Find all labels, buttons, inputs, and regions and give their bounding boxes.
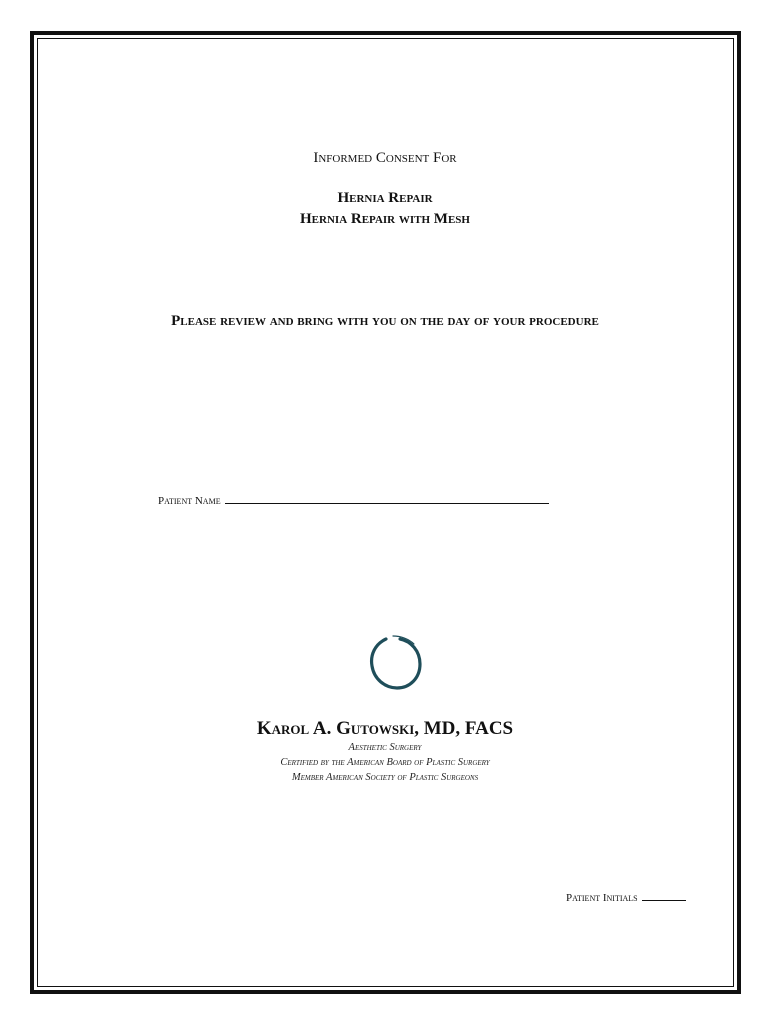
- patient-initials-field[interactable]: [566, 890, 686, 904]
- doctor-name: Karol A. Gutowski, MD, FACS: [256, 718, 514, 739]
- patient-name-label: Patient Name: [158, 495, 221, 507]
- patient-initials-label: Patient Initials: [566, 892, 638, 904]
- credential-aesthetic: Aesthetic Surgery: [348, 742, 422, 753]
- procedure-title-1: Hernia Repair: [337, 190, 433, 206]
- patient-name-blank-line[interactable]: [225, 493, 549, 504]
- patient-name-field[interactable]: [158, 493, 549, 507]
- consent-heading: Informed Consent For: [313, 150, 457, 166]
- credential-board: Certified by the American Board of Plastic Surgery: [280, 757, 490, 768]
- page-border-inner: [37, 38, 734, 987]
- patient-initials-blank-line[interactable]: [642, 890, 686, 901]
- circle-logo-icon: [367, 633, 425, 693]
- review-instruction: Please review and bring with you on the day of your procedure: [171, 313, 599, 329]
- procedure-title-2: Hernia Repair with Mesh: [300, 211, 470, 227]
- credential-society: Member American Society of Plastic Surgeons: [291, 772, 479, 783]
